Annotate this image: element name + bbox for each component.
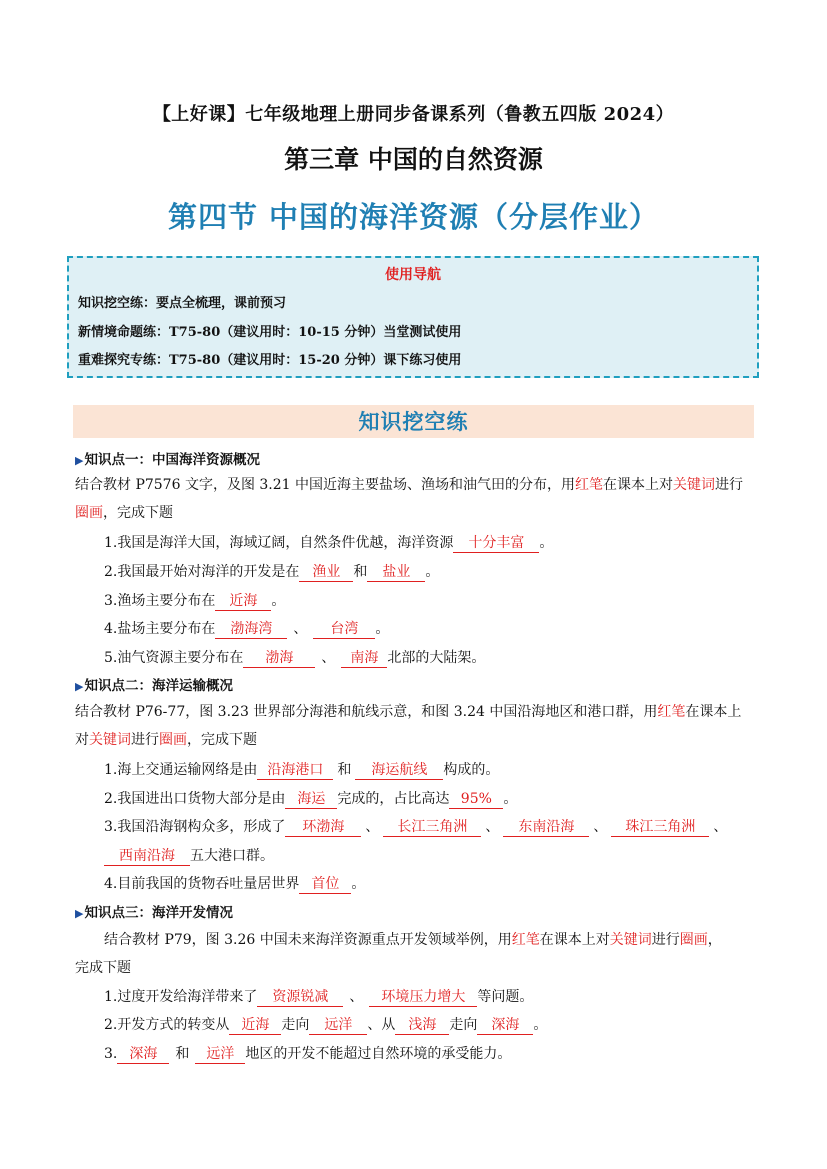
answer-blank: 95% — [449, 791, 503, 809]
kp1-question-1: 1.我国是海洋大国，海域辽阔，自然条件优越，海洋资源 十分丰富 。 — [104, 535, 554, 551]
nav-line-preview: 知识挖空练：要点全梳理，课前预习 — [78, 296, 287, 311]
kp1-heading-text: 知识点一：中国海洋资源概况 — [84, 452, 260, 468]
answer-blank: 盐业 — [367, 564, 425, 582]
answer-blank: 珠江三角洲 — [611, 819, 709, 837]
answer-blank: 资源锐减 — [257, 989, 343, 1007]
answer-blank: 近海 — [215, 593, 271, 611]
kp2-question-2: 2.我国进出口货物大部分是由 海运 完成的，占比高达 95% 。 — [104, 791, 518, 807]
answer-blank: 环渤海 — [285, 819, 361, 837]
answer-blank: 西南沿海 — [104, 848, 190, 866]
nav-line-after-class: 重难探究专练：T75-80（建议用时：15-20 分钟）课下练习使用 — [78, 353, 462, 368]
kp3-intro-line1: 结合教材 P79，图 3.26 中国未来海洋资源重点开发领域举例，用红笔在课本上对关键词进行圈画， — [104, 932, 722, 948]
kp2-heading — [75, 674, 233, 694]
kp1-intro-line2: 圈画，完成下题 — [75, 505, 173, 521]
kp3-question-3: 3. 深海 和 远洋 地区的开发不能超过自然环境的承受能力。 — [104, 1046, 512, 1062]
answer-blank: 长江三角洲 — [383, 819, 481, 837]
answer-blank: 深海 — [477, 1017, 533, 1035]
kp2-question-3-line2: 西南沿海 五大港口群。 — [104, 845, 274, 866]
answer-blank: 渤海 — [243, 650, 315, 668]
answer-blank: 十分丰富 — [453, 535, 539, 553]
answer-blank: 南海 — [341, 650, 387, 668]
kp2-question-3-line1: 3.我国沿海钢构众多，形成了 环渤海 、 长江三角洲 、 东南沿海 、 珠江三角洲 、 — [104, 819, 728, 835]
kp2-question-4: 4.目前我国的货物吞吐量居世界 首位 。 — [104, 876, 366, 892]
nav-line-in-class: 新情境命题练：T75-80（建议用时：10-15 分钟）当堂测试使用 — [78, 325, 462, 340]
answer-blank: 沿海港口 — [257, 762, 333, 780]
answer-blank: 渤海湾 — [215, 621, 287, 639]
section-banner: 知识挖空练 — [73, 405, 754, 438]
answer-blank: 海运航线 — [355, 762, 443, 780]
answer-blank: 深海 — [117, 1046, 169, 1064]
kp3-question-1: 1.过度开发给海洋带来了 资源锐减 、 环境压力增大 等问题。 — [104, 989, 534, 1005]
triangle-bullet-icon: ▶ — [75, 907, 84, 920]
answer-blank: 浅海 — [395, 1017, 449, 1035]
answer-blank: 远洋 — [195, 1046, 245, 1064]
kp1-question-4: 4.盐场主要分布在 渤海湾 、 台湾 。 — [104, 621, 390, 637]
kp3-heading — [75, 901, 233, 921]
triangle-bullet-icon: ▶ — [75, 454, 84, 467]
section-title: 第四节 中国的海洋资源（分层作业） — [167, 200, 660, 234]
kp1-intro-line1: 结合教材 P7576 文字，及图 3.21 中国近海主要盐场、渔场和油气田的分布，用红笔在课本上对关键词进行 — [75, 477, 744, 493]
chapter-title: 第三章 中国的自然资源 — [284, 145, 543, 174]
kp3-intro-line2: 完成下题 — [75, 960, 131, 976]
kp2-intro-line2: 对关键词进行圈画，完成下题 — [75, 732, 257, 748]
kp2-heading-text: 知识点二：海洋运输概况 — [84, 678, 233, 694]
answer-blank: 渔业 — [299, 564, 353, 582]
answer-blank: 远洋 — [309, 1017, 367, 1035]
answer-blank: 东南沿海 — [503, 819, 589, 837]
answer-blank: 台湾 — [313, 621, 375, 639]
usage-navigation-title: 使用导航 — [385, 267, 441, 283]
kp3-heading-text: 知识点三：海洋开发情况 — [84, 905, 233, 921]
kp1-question-3: 3.渔场主要分布在 近海 。 — [104, 593, 286, 609]
triangle-bullet-icon: ▶ — [75, 680, 84, 693]
answer-blank: 首位 — [299, 876, 351, 894]
kp3-question-2: 2.开发方式的转变从 近海 走向 远洋 、从 浅海 走向 深海 。 — [104, 1017, 548, 1033]
answer-blank: 近海 — [229, 1017, 281, 1035]
kp2-question-1: 1.海上交通运输网络是由 沿海港口 和 海运航线 构成的。 — [104, 762, 500, 778]
answer-blank: 环境压力增大 — [369, 989, 477, 1007]
answer-blank: 海运 — [285, 791, 337, 809]
series-title: 【上好课】七年级地理上册同步备课系列（鲁教五四版 2024） — [152, 104, 675, 125]
kp1-question-5: 5.油气资源主要分布在 渤海 、 南海 北部的大陆架。 — [104, 650, 486, 666]
kp1-question-2: 2.我国最开始对海洋的开发是在 渔业 和 盐业 。 — [104, 564, 440, 580]
kp1-heading — [75, 448, 260, 468]
kp2-intro-line1: 结合教材 P76-77，图 3.23 世界部分海港和航线示意，和图 3.24 中国沿海地区和港口群，用红笔在课本上 — [75, 704, 742, 720]
usage-navigation-box — [67, 256, 759, 378]
